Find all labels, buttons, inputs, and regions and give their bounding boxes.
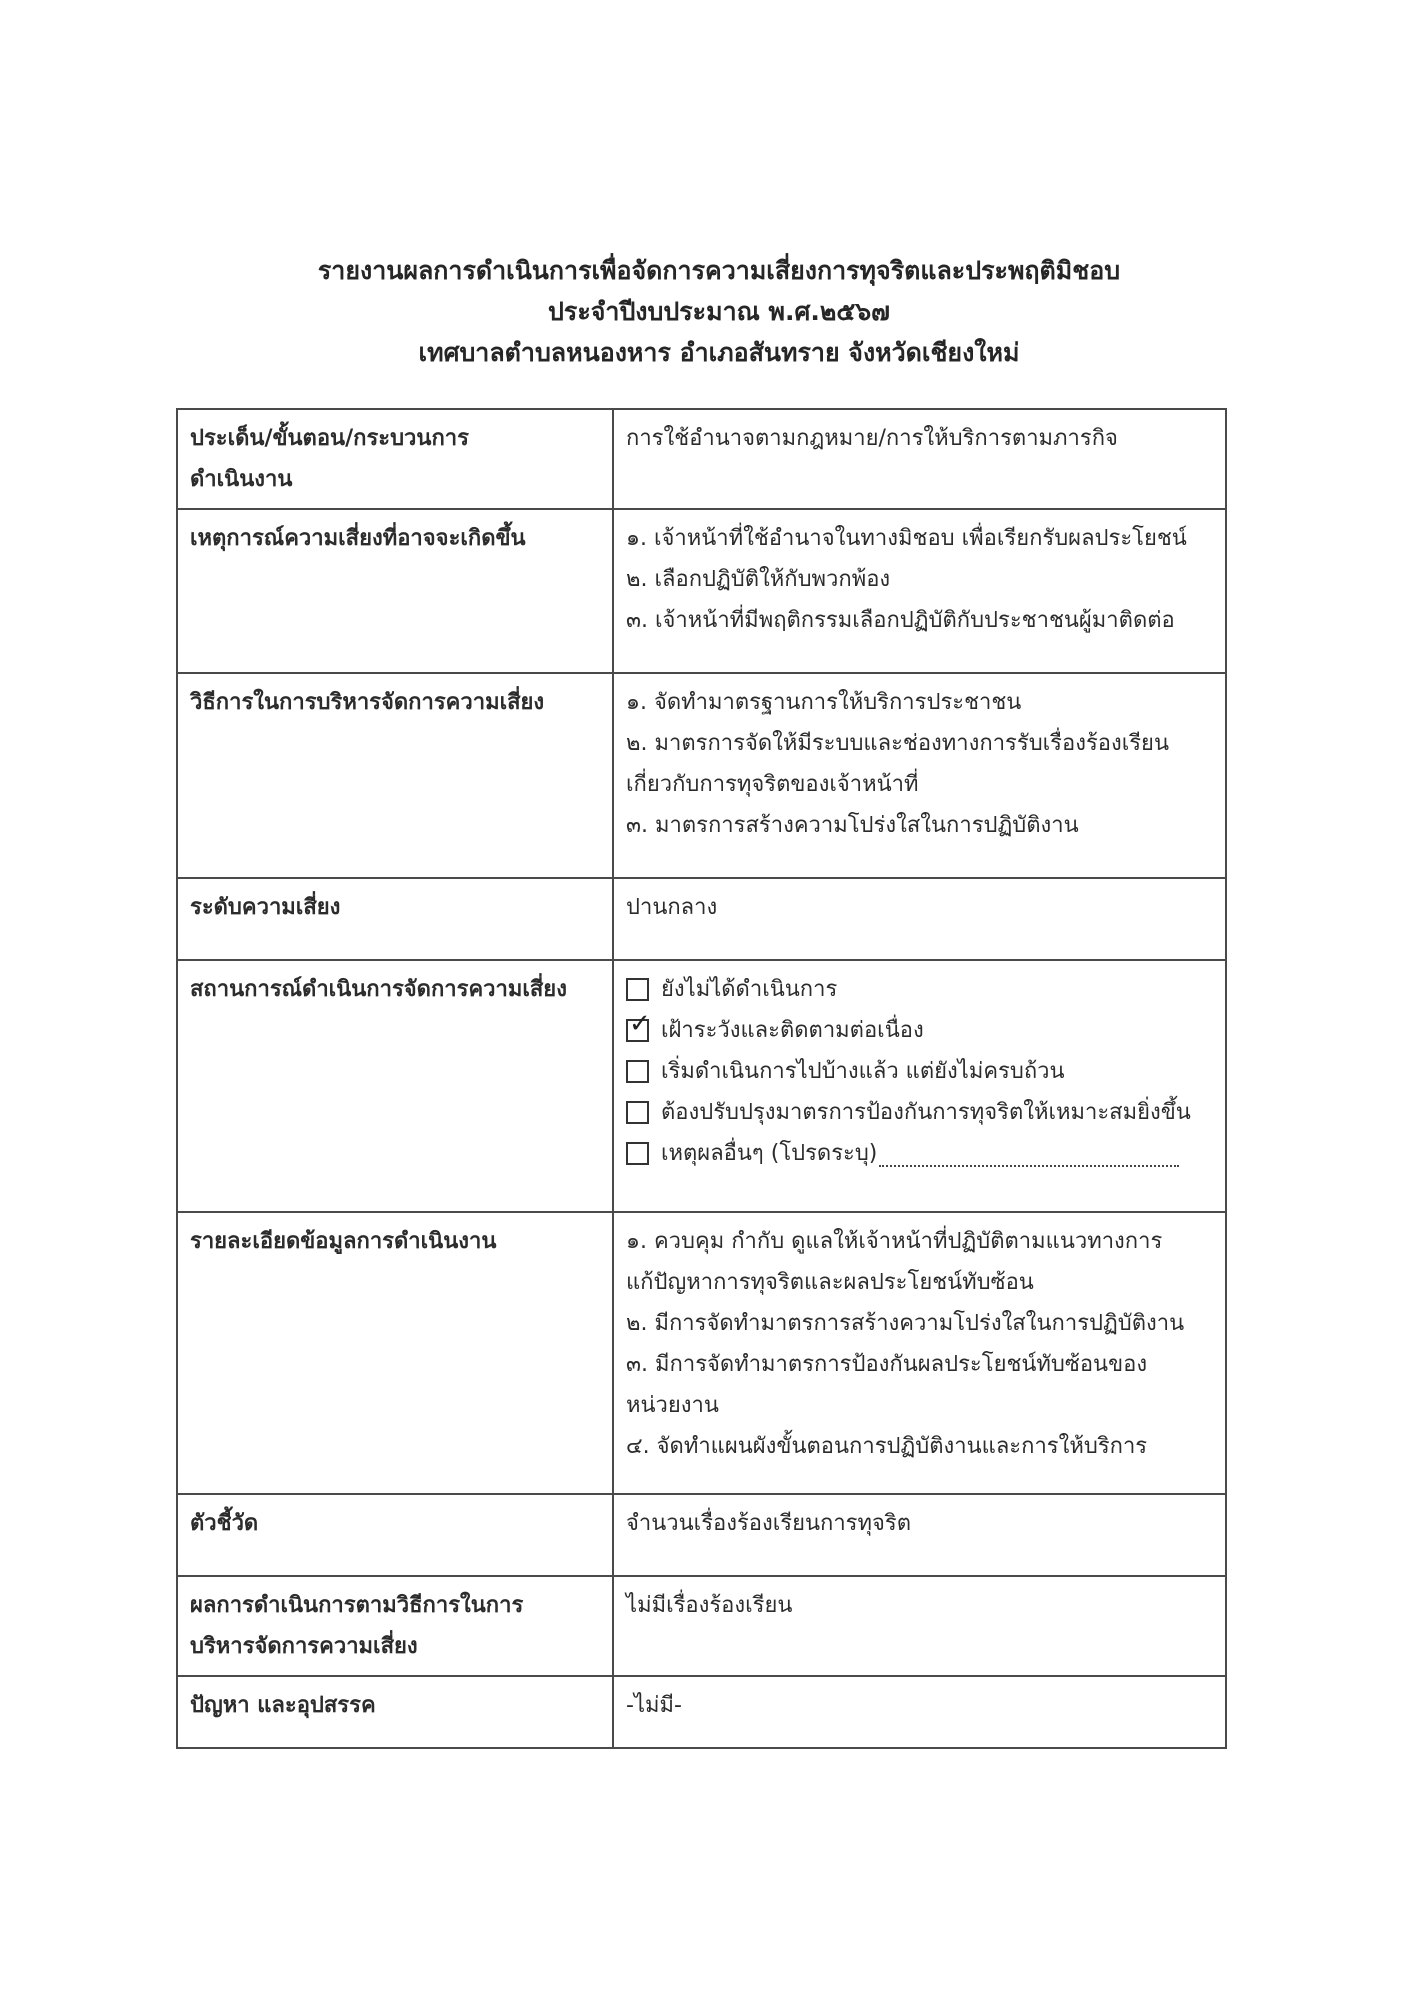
details-item: หน่วยงาน xyxy=(626,1393,719,1418)
management-item: ๒. มาตรการจัดให้มีระบบและช่องทางการรับเรื่องร้องเรียน xyxy=(626,731,1169,756)
status-option-label: เฝ้าระวังและติดตามต่อเนื่อง xyxy=(661,1018,924,1043)
row-result xyxy=(177,1576,1226,1676)
management-item: ๓. มาตรการสร้างความโปร่งใสในการปฏิบัติงาน xyxy=(626,813,1079,838)
value-result xyxy=(613,1576,1226,1676)
title-line-3: เทศบาลตำบลหนองหาร อำเภอสันทราย จังหวัดเชียงใหม่ xyxy=(418,338,1020,367)
status-option xyxy=(626,1092,1213,1133)
row-status xyxy=(177,960,1226,1212)
label-problems-text: ปัญหา และอุปสรรค xyxy=(190,1693,376,1718)
fill-in-dotted-line xyxy=(879,1141,1179,1167)
management-item: เกี่ยวกับการทุจริตของเจ้าหน้าที่ xyxy=(626,772,919,797)
status-option-label: เริ่มดำเนินการไปบ้างแล้ว แต่ยังไม่ครบถ้วน xyxy=(661,1059,1065,1084)
label-risk-event xyxy=(177,509,613,673)
indicator-text: จำนวนเรื่องร้องเรียนการทุจริต xyxy=(626,1511,911,1536)
status-option xyxy=(626,1051,1213,1092)
checkbox-icon[interactable] xyxy=(626,978,649,1001)
status-option xyxy=(626,1010,1213,1051)
label-result xyxy=(177,1576,613,1676)
checkbox-icon[interactable] xyxy=(626,1101,649,1124)
title-line-2: ประจำปีงบประมาณ พ.ศ.๒๕๖๗ xyxy=(548,297,890,326)
value-status xyxy=(613,960,1226,1212)
value-issue xyxy=(613,409,1226,509)
risk-event-item: ๓. เจ้าหน้าที่มีพฤติกรรมเลือกปฏิบัติกับประชาชนผู้มาติดต่อ xyxy=(626,608,1175,633)
status-option-label: ยังไม่ได้ดำเนินการ xyxy=(661,977,838,1002)
risk-event-item: ๒. เลือกปฏิบัติให้กับพวกพ้อง xyxy=(626,567,891,592)
label-indicator-text: ตัวชี้วัด xyxy=(190,1511,259,1536)
details-item: แก้ปัญหาการทุจริตและผลประโยชน์ทับซ้อน xyxy=(626,1270,1034,1295)
label-risk-level-text: ระดับความเสี่ยง xyxy=(190,895,341,920)
result-text: ไม่มีเรื่องร้องเรียน xyxy=(626,1593,793,1618)
report-title xyxy=(0,250,1424,373)
row-details xyxy=(177,1212,1226,1494)
label-management xyxy=(177,673,613,878)
label-issue-line-1: ประเด็น/ขั้นตอน/กระบวนการ xyxy=(190,426,469,451)
details-item: ๑. ควบคุม กำกับ ดูแลให้เจ้าหน้าที่ปฏิบัติตามแนวทางการ xyxy=(626,1229,1163,1254)
value-problems xyxy=(613,1676,1226,1748)
value-indicator xyxy=(613,1494,1226,1576)
label-result-line-1: ผลการดำเนินการตามวิธีการในการ xyxy=(190,1593,524,1618)
label-risk-level xyxy=(177,878,613,960)
label-indicator xyxy=(177,1494,613,1576)
check-mark-icon: ✓ xyxy=(629,1009,651,1039)
status-option-label: เหตุผลอื่นๆ (โปรดระบุ) xyxy=(661,1141,878,1166)
label-management-text: วิธีการในการบริหารจัดการความเสี่ยง xyxy=(190,690,545,715)
row-problems xyxy=(177,1676,1226,1748)
value-details xyxy=(613,1212,1226,1494)
value-issue-text: การใช้อำนาจตามกฎหมาย/การให้บริการตามภารกิจ xyxy=(626,426,1118,451)
risk-event-item: ๑. เจ้าหน้าที่ใช้อำนาจในทางมิชอบ เพื่อเรียกรับผลประโยชน์ xyxy=(626,526,1187,551)
row-management xyxy=(177,673,1226,878)
row-risk-event xyxy=(177,509,1226,673)
management-item: ๑. จัดทำมาตรฐานการให้บริการประชาชน xyxy=(626,690,1022,715)
checkbox-icon[interactable] xyxy=(626,1142,649,1165)
row-issue xyxy=(177,409,1226,509)
label-details xyxy=(177,1212,613,1494)
value-risk-event xyxy=(613,509,1226,673)
details-item: ๔. จัดทำแผนผังขั้นตอนการปฏิบัติงานและการให้บริการ xyxy=(626,1434,1148,1459)
label-issue-line-2: ดำเนินงาน xyxy=(190,467,293,492)
label-issue xyxy=(177,409,613,509)
problems-text: -ไม่มี- xyxy=(626,1693,682,1718)
value-risk-level xyxy=(613,878,1226,960)
details-item: ๒. มีการจัดทำมาตรการสร้างความโปร่งใสในการปฏิบัติงาน xyxy=(626,1311,1185,1336)
value-management xyxy=(613,673,1226,878)
label-result-line-2: บริหารจัดการความเสี่ยง xyxy=(190,1634,418,1659)
label-risk-event-text: เหตุการณ์ความเสี่ยงที่อาจจะเกิดขึ้น xyxy=(190,526,526,551)
label-status-text: สถานการณ์ดำเนินการจัดการความเสี่ยง xyxy=(190,977,567,1002)
status-option xyxy=(626,1133,1213,1174)
row-risk-level xyxy=(177,878,1226,960)
details-item: ๓. มีการจัดทำมาตรการป้องกันผลประโยชน์ทับซ้อนของ xyxy=(626,1352,1148,1377)
risk-report-table xyxy=(176,408,1227,1749)
label-problems xyxy=(177,1676,613,1748)
row-indicator xyxy=(177,1494,1226,1576)
status-option-label: ต้องปรับปรุงมาตรการป้องกันการทุจริตให้เหมาะสมยิ่งขึ้น xyxy=(661,1100,1191,1125)
risk-level-text: ปานกลาง xyxy=(626,895,718,920)
title-line-1: รายงานผลการดำเนินการเพื่อจัดการความเสี่ยงการทุจริตและประพฤติมิชอบ xyxy=(317,256,1121,285)
label-details-text: รายละเอียดข้อมูลการดำเนินงาน xyxy=(190,1229,497,1254)
status-option xyxy=(626,969,1213,1010)
label-status xyxy=(177,960,613,1212)
checkbox-icon[interactable] xyxy=(626,1060,649,1083)
checkbox-checked-icon[interactable] xyxy=(626,1009,651,1042)
